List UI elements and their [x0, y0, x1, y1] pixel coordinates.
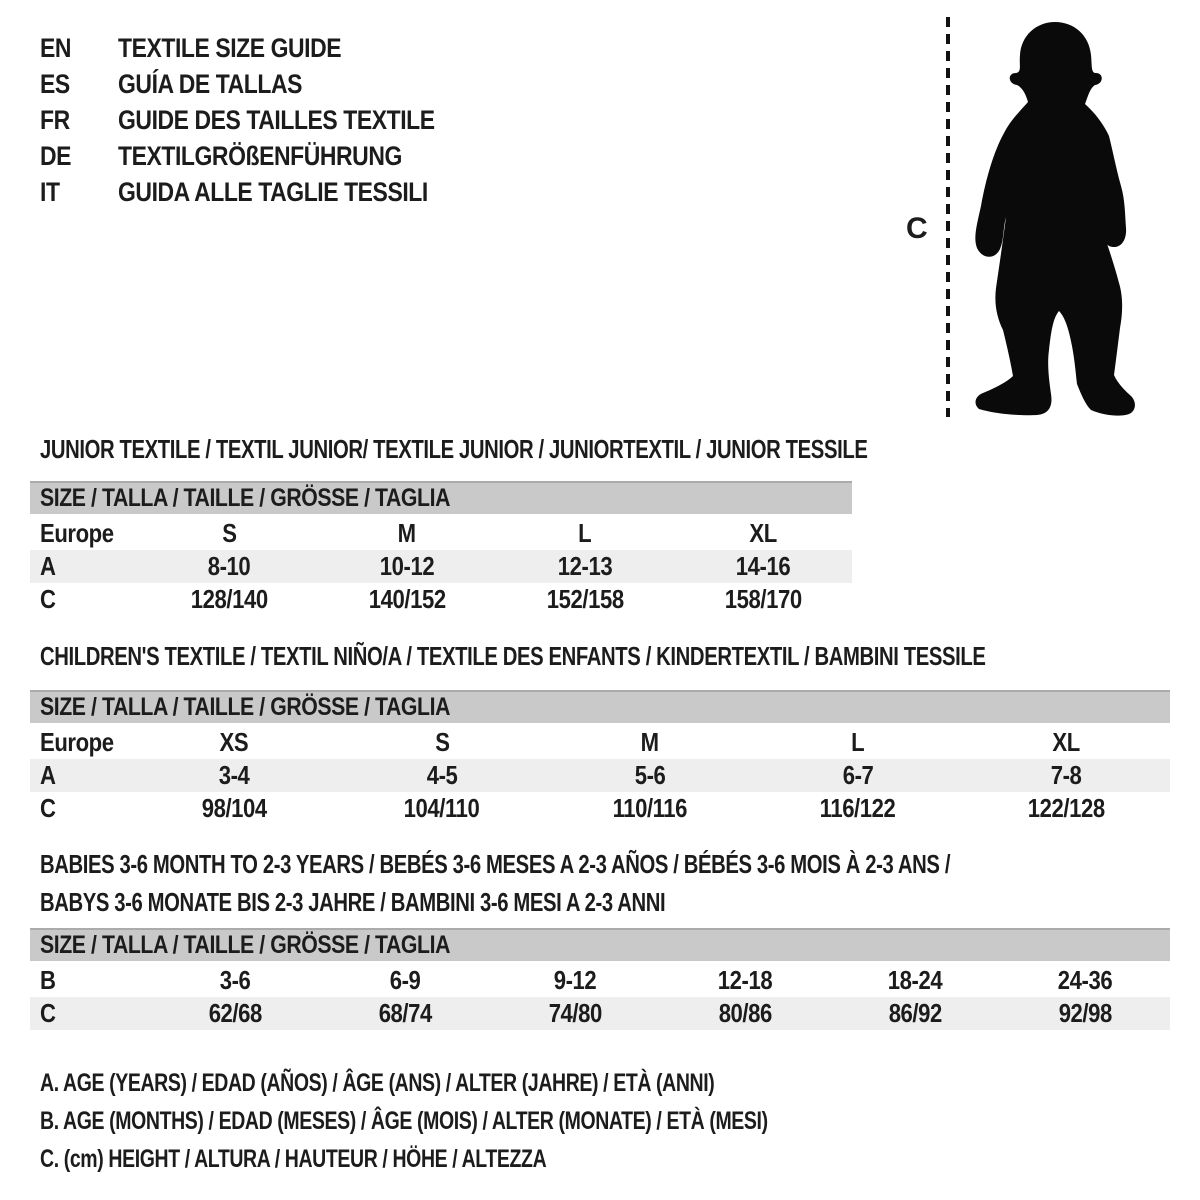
cell-value: 6-7: [842, 760, 874, 790]
lang-title: TEXTILE SIZE GUIDE: [118, 33, 342, 63]
row-label: Europe: [40, 518, 114, 548]
lang-title: TEXTILGRÖßENFÜHRUNG: [118, 141, 402, 171]
cell-value: 9-12: [553, 965, 597, 995]
cell-value: 116/122: [820, 793, 896, 823]
lang-row-de: [40, 138, 491, 174]
cell-value: 10-12: [379, 551, 435, 581]
cell-value: 6-9: [389, 965, 421, 995]
row-label: C: [40, 998, 56, 1028]
row-label: Europe: [40, 727, 114, 757]
cell-value: M: [640, 727, 659, 757]
lang-code: FR: [40, 105, 70, 135]
cell-value: 104/110: [404, 793, 480, 823]
cell-value: XL: [749, 518, 777, 548]
row-label: C: [40, 793, 56, 823]
lang-title: GUÍA DE TALLAS: [118, 69, 303, 99]
measure-legend: [40, 1064, 973, 1178]
cell-value: 98/104: [201, 793, 267, 823]
table-row-height: [30, 792, 1170, 825]
row-label: A: [40, 760, 56, 790]
cell-value: 8-10: [207, 551, 251, 581]
legend-text: A. AGE (YEARS) / EDAD (AÑOS) / ÂGE (ANS) / ALTER (JAHRE) / ETÀ (ANNI): [40, 1069, 715, 1097]
size-header-bar: [30, 690, 1170, 723]
cell-value: 24-36: [1057, 965, 1113, 995]
lang-code: EN: [40, 33, 72, 63]
babies-size-table: [30, 928, 1170, 1030]
cell-value: 4-5: [426, 760, 458, 790]
cell-value: 86/92: [888, 998, 942, 1028]
cell-value: 12-13: [557, 551, 613, 581]
cell-value: 74/80: [548, 998, 602, 1028]
cell-value: 80/86: [718, 998, 772, 1028]
lang-row-en: [40, 30, 491, 66]
cell-value: 122/128: [1027, 793, 1105, 823]
lang-row-it: [40, 174, 491, 210]
cell-value: 3-6: [219, 965, 251, 995]
size-header-text: SIZE / TALLA / TAILLE / GRÖSSE / TAGLIA: [40, 484, 450, 512]
row-label: A: [40, 551, 56, 581]
cell-value: 110/116: [612, 793, 688, 823]
cell-value: 5-6: [634, 760, 666, 790]
toddler-silhouette-icon: [973, 20, 1143, 420]
cell-value: L: [578, 518, 592, 548]
section-title-text: CHILDREN'S TEXTILE / TEXTIL NIÑO/A / TEXTILE DES ENFANTS / KINDERTEXTIL / BAMBINI TESSILE: [40, 641, 986, 671]
size-header-bar: [30, 928, 1170, 961]
cell-value: S: [221, 518, 237, 548]
junior-size-table: [30, 481, 852, 616]
language-title-list: [40, 30, 491, 210]
lang-code: IT: [40, 177, 60, 207]
section-title-text: JUNIOR TEXTILE / TEXTIL JUNIOR/ TEXTILE JUNIOR / JUNIORTEXTIL / JUNIOR TESSILE: [40, 434, 868, 464]
children-section-title: [40, 641, 1200, 671]
legend-text: C. (cm) HEIGHT / ALTURA / HAUTEUR / HÖHE / ALTEZZA: [40, 1145, 547, 1173]
size-header-text: SIZE / TALLA / TAILLE / GRÖSSE / TAGLIA: [40, 931, 450, 959]
lang-title: GUIDA ALLE TAGLIE TESSILI: [118, 177, 428, 207]
section-title-text: BABYS 3-6 MONATE BIS 2-3 JAHRE / BAMBINI 3-6 MESI A 2-3 ANNI: [40, 887, 666, 917]
table-row-europe: [30, 726, 1170, 759]
cell-value: S: [434, 727, 450, 757]
cell-value: 7-8: [1050, 760, 1082, 790]
cell-value: XS: [219, 727, 249, 757]
cell-value: 3-4: [218, 760, 250, 790]
lang-row-fr: [40, 102, 491, 138]
table-row-age: [30, 759, 1170, 792]
lang-title: GUIDE DES TAILLES TEXTILE: [118, 105, 435, 135]
cell-value: L: [851, 727, 865, 757]
cell-value: 62/68: [208, 998, 262, 1028]
cell-value: XL: [1052, 727, 1080, 757]
cell-value: 92/98: [1058, 998, 1112, 1028]
table-row-months: [30, 964, 1170, 997]
cell-value: 158/170: [724, 584, 802, 614]
lang-code: DE: [40, 141, 72, 171]
cell-value: 152/158: [546, 584, 624, 614]
table-row-age: [30, 550, 852, 583]
babies-section-title-line2: [40, 887, 842, 917]
cell-value: 128/140: [190, 584, 268, 614]
legend-line-a: [40, 1064, 973, 1102]
size-header-text: SIZE / TALLA / TAILLE / GRÖSSE / TAGLIA: [40, 693, 450, 721]
height-measure-label: C: [906, 212, 928, 245]
cell-value: M: [397, 518, 416, 548]
legend-text: B. AGE (MONTHS) / EDAD (MESES) / ÂGE (MOIS) / ALTER (MONATE) / ETÀ (MESI): [40, 1107, 768, 1135]
cell-value: 14-16: [735, 551, 791, 581]
section-title-text: BABIES 3-6 MONTH TO 2-3 YEARS / BEBÉS 3-6 MESES A 2-3 AÑOS / BÉBÉS 3-6 MOIS À 2-3 ANS /: [40, 849, 951, 879]
lang-row-es: [40, 66, 491, 102]
babies-section-title-line1: [40, 849, 1200, 879]
cell-value: 140/152: [368, 584, 446, 614]
cell-value: 68/74: [378, 998, 432, 1028]
lang-code: ES: [40, 69, 70, 99]
legend-line-c: [40, 1140, 973, 1178]
cell-value: 12-18: [717, 965, 773, 995]
table-row-height: [30, 583, 852, 616]
table-row-height: [30, 997, 1170, 1030]
table-row-europe: [30, 517, 852, 550]
size-header-bar: [30, 481, 852, 514]
row-label: C: [40, 584, 56, 614]
height-measure-line: [944, 17, 952, 419]
row-label: B: [40, 965, 56, 995]
children-size-table: [30, 690, 1170, 825]
cell-value: 18-24: [887, 965, 943, 995]
junior-section-title: [40, 434, 1101, 464]
legend-line-b: [40, 1102, 973, 1140]
